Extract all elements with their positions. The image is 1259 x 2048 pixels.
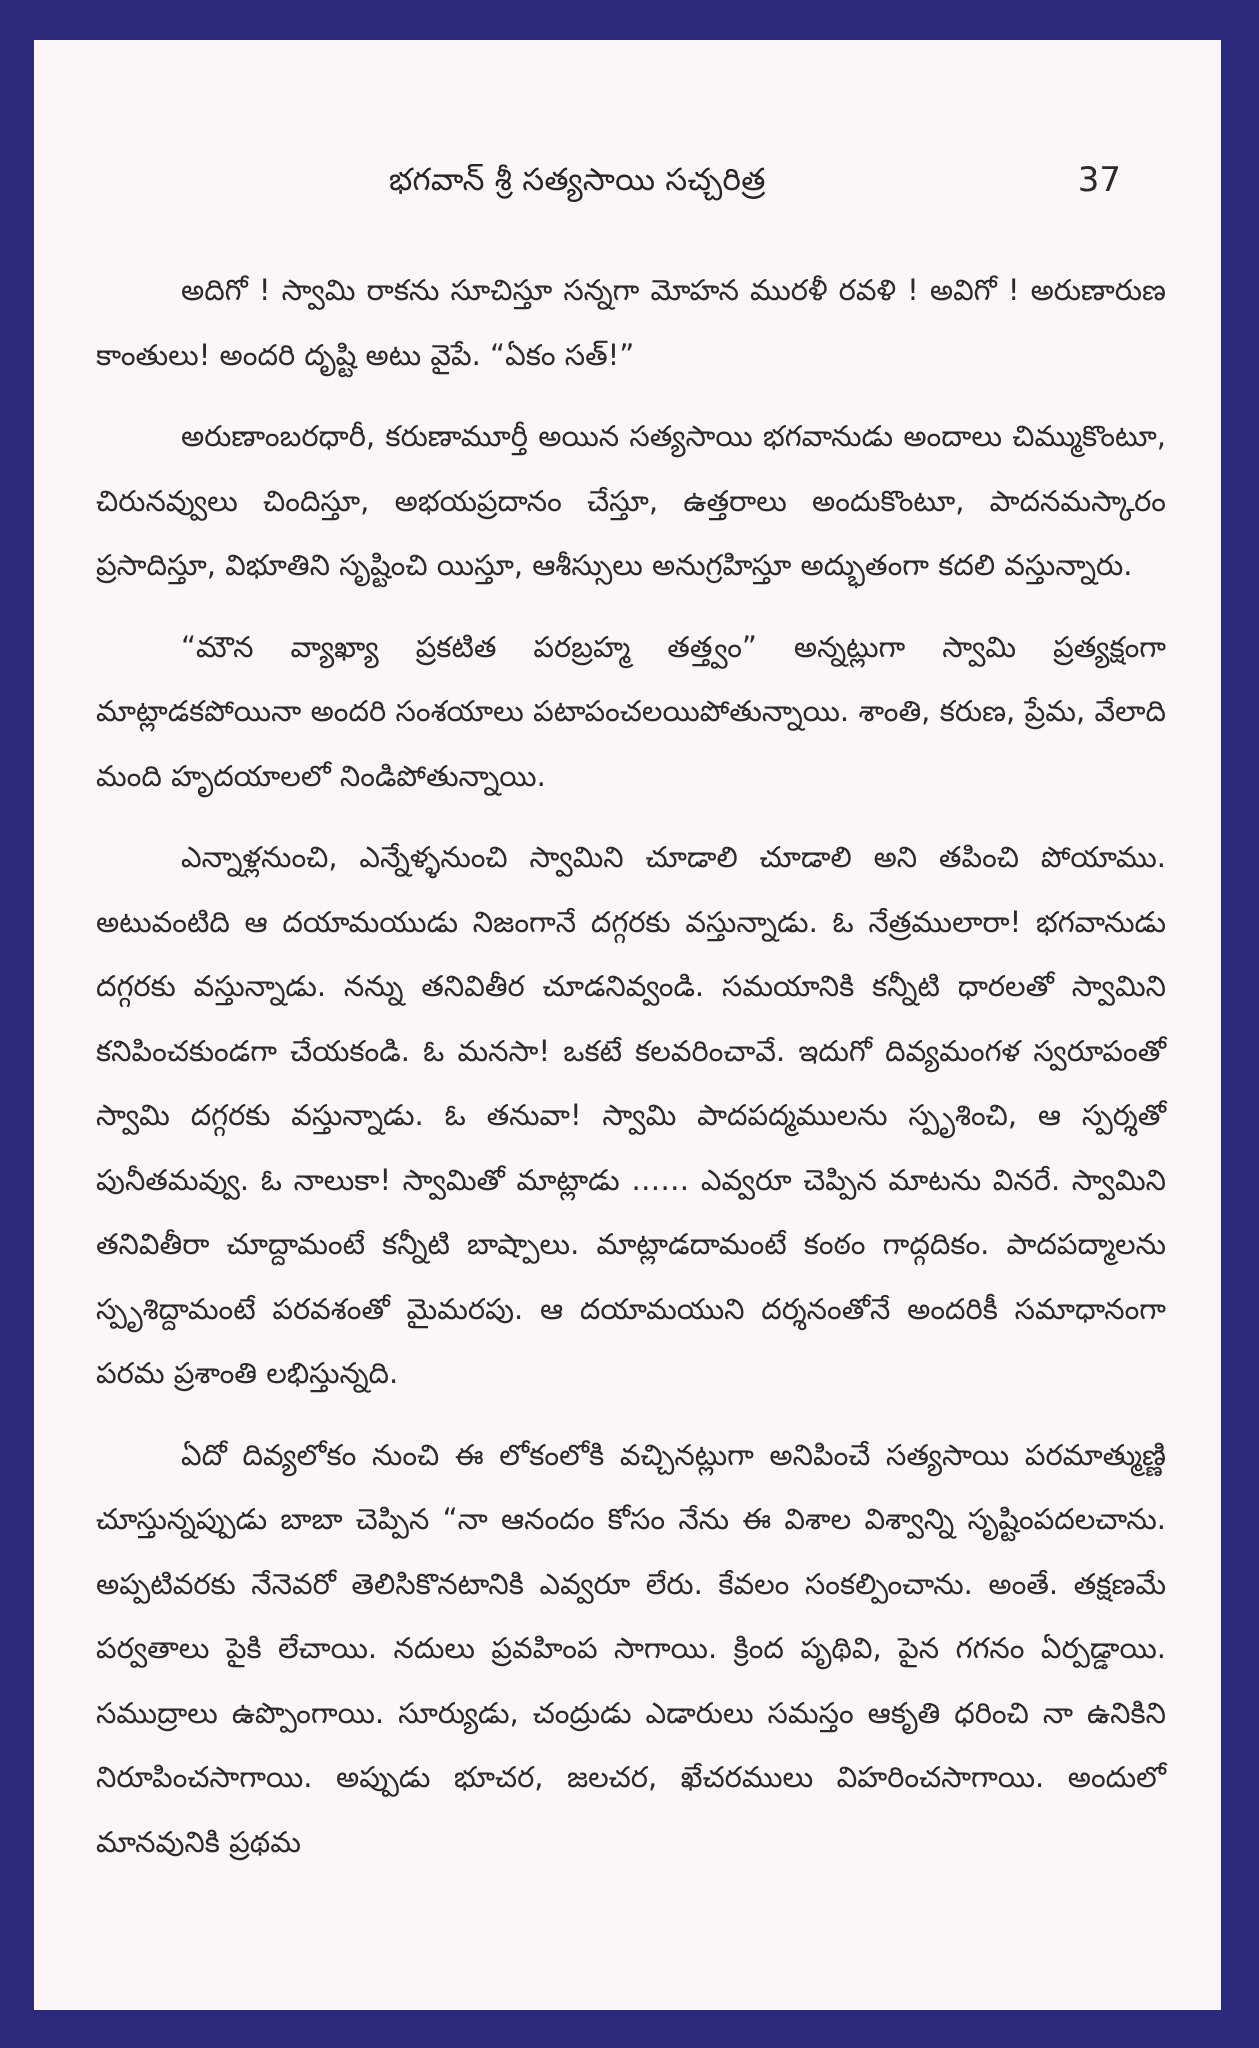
paragraph-2: అరుణాంబరధారీ, కరుణామూర్తీ అయిన సత్యసాయి భగవానుడు అందాలు చిమ్ముకొంటూ, చిరునవ్వులు చిందిస్తూ, అభయప్రదానం చేస్తూ, ఉత్తరాలు అందుకొంటూ, పాదనమస్కారం ప్రసాదిస్తూ, విభూతిని సృష్టించి యిస్తూ, ఆశీస్సులు అనుగ్రహిస్తూ అద్భుతంగా కదలి వస్తున్నారు.	[96, 419, 1166, 582]
page-number: 37	[1077, 160, 1121, 200]
paragraph-4: ఎన్నాళ్లనుంచి, ఎన్నేళ్ళనుంచి స్వామిని చూడాలి చూడాలి అని తపించి పోయాము. అటువంటిది ఆ దయామయుడు నిజంగానే దగ్గరకు వస్తున్నాడు. ఓ నేత్రములారా! భగవానుడు దగ్గరకు వస్తున్నాడు. నన్ను తనివితీర చూడనివ్వండి. సమయానికి కన్నీటి ధారలతో స్వామిని కనిపించకుండగా చేయకండి. ఓ మనసా! ఒకటే కలవరించావే. ఇదుగో దివ్యమంగళ స్వరూపంతో స్వామి దగ్గరకు వస్తున్నాడు. ఓ తనువా! స్వామి పాదపద్మములను స్పృశించి, ఆ స్పర్శతో పునీతమవ్వు. ఓ నాలుకా! స్వామితో మాట్లాడు …… ఎవ్వరూ చెప్పిన మాటను వినరే. స్వామిని తనివితీరా చూద్దామంటే కన్నీటి బాష్పాలు. మాట్లాడదామంటే కంఠం గాద్గదికం. పాదపద్మాలను స్పృశిద్దామంటే పరవశంతో మైమరపు. ఆ దయామయుని దర్శనంతోనే అందరికీ సమాధానంగా పరమ ప్రశాంతి లభిస్తున్నది.	[96, 840, 1166, 1390]
paragraph-1: అదిగో ! స్వామి రాకను సూచిస్తూ సన్నగా మోహన మురళీ రవళి ! అవిగో ! అరుణారుణ కాంతులు! అందరి దృష్టి అటు వైపే. “ఏకం సత్!”	[96, 273, 1166, 372]
page-header	[34, 158, 1221, 208]
book-page	[34, 40, 1221, 2010]
paragraph-5: ఏదో దివ్యలోకం నుంచి ఈ లోకంలోకి వచ్చినట్లుగా అనిపించే సత్యసాయి పరమాత్ముణ్ణి చూస్తున్నప్పుడు బాబా చెప్పిన “నా ఆనందం కోసం నేను ఈ విశాల విశ్వాన్ని సృష్టింపదలచాను. అప్పటివరకు నేనెవరో తెలిసికొనటానికి ఎవ్వరూ లేరు. కేవలం సంకల్పించాను. అంతే. తక్షణమే పర్వతాలు పైకి లేచాయి. నదులు ప్రవహింప సాగాయి. క్రింద పృథివి, పైన గగనం ఏర్పడ్డాయి. సముద్రాలు ఉప్పొంగాయి. సూర్యుడు, చంద్రుడు ఎడారులు సమస్తం ఆకృతి ధరించి నా ఉనికిని నిరూపించసాగాయి. అప్పుడు భూచర, జలచర, ఖేచరములు విహరించసాగాయి. అందులో మానవునికి ప్రథమ	[96, 1437, 1167, 1859]
body-text	[96, 258, 1166, 1891]
running-title: భగవాన్ శ్రీ సత్యసాయి సచ్చరిత్ర	[389, 162, 766, 198]
paragraph-3: “మౌన వ్యాఖ్యా ప్రకటిత పరబ్రహ్మ తత్త్వం” అన్నట్లుగా స్వామి ప్రత్యక్షంగా మాట్లాడకపోయినా అందరి సంశయాలు పటాపంచలయిపోతున్నాయి. శాంతి, కరుణ, ప్రేమ, వేలాది మంది హృదయాలలో నిండిపోతున్నాయి.	[96, 629, 1166, 793]
